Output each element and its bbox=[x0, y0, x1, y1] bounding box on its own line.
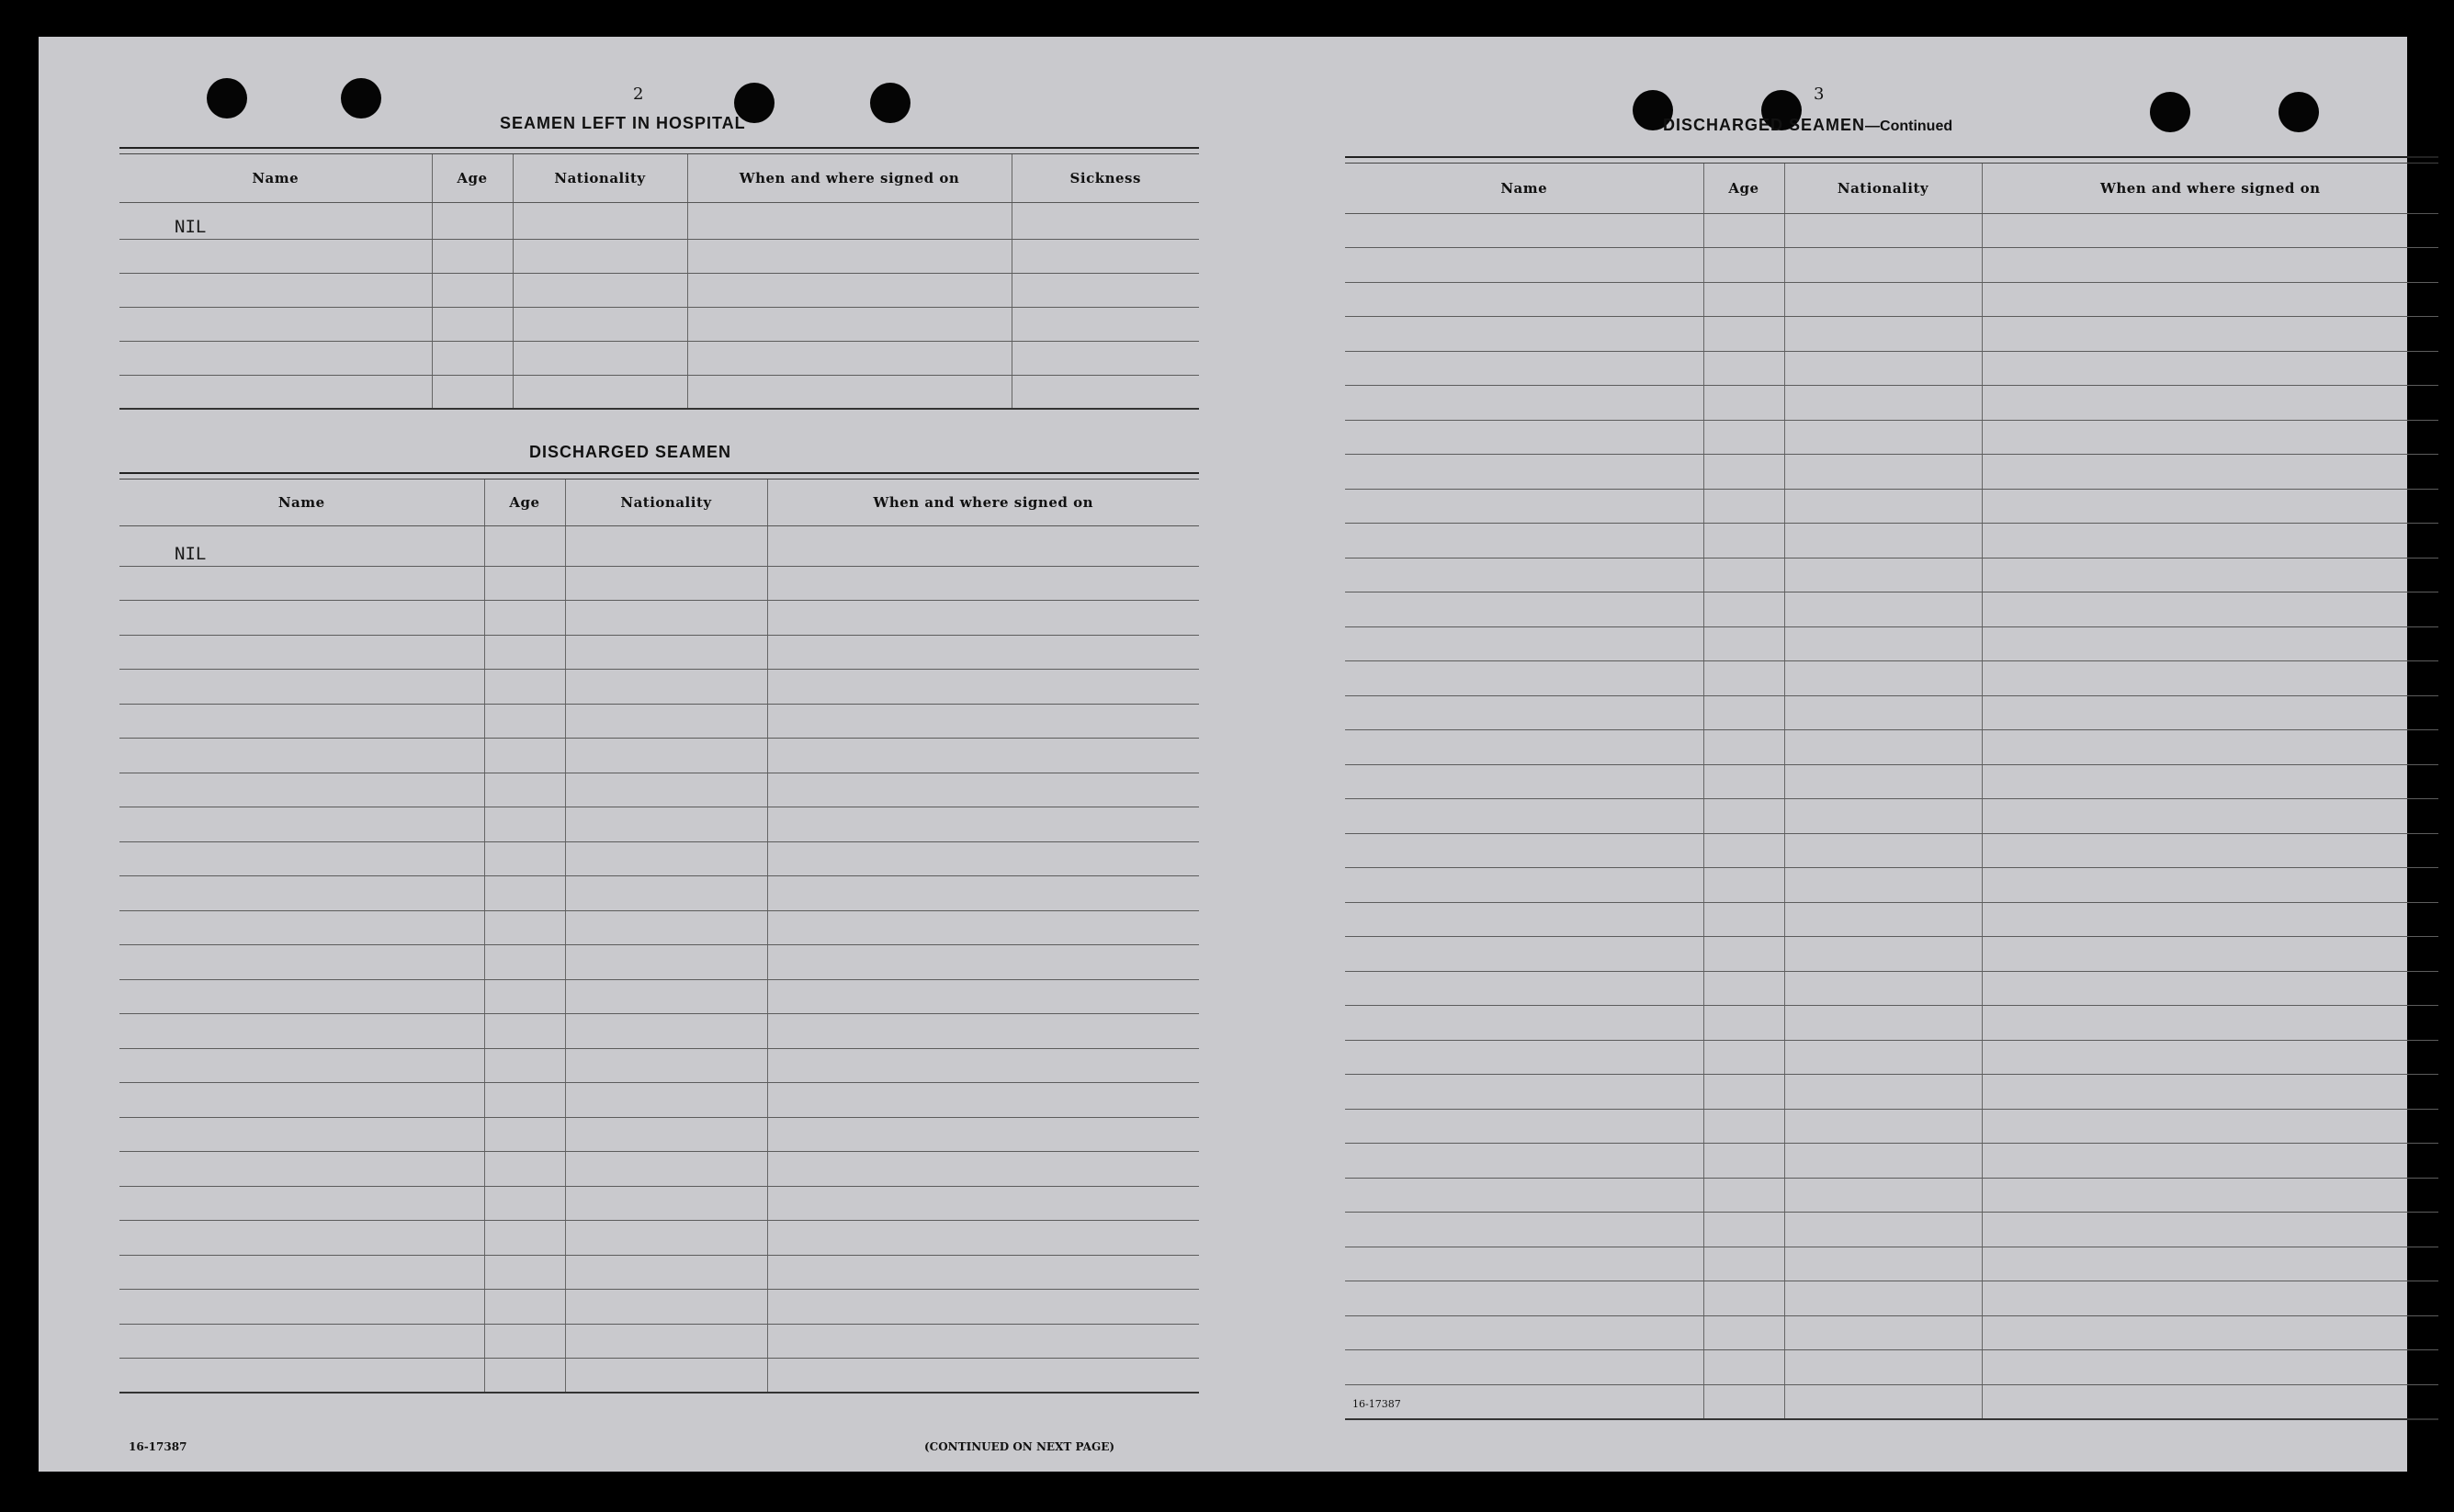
table-row bbox=[119, 1048, 1199, 1083]
column-header-age: Age bbox=[1703, 164, 1784, 213]
table-row bbox=[119, 1255, 1199, 1290]
table-row bbox=[119, 273, 1199, 307]
table-row bbox=[1345, 661, 2438, 696]
column-header-signed-on: When and where signed on bbox=[687, 154, 1012, 202]
entry-text: NIL bbox=[119, 525, 484, 566]
table-row bbox=[1345, 317, 2438, 352]
section-title-discharged-continued bbox=[1663, 116, 1952, 135]
column-header-name: Name bbox=[119, 154, 432, 202]
table-row bbox=[119, 739, 1199, 773]
table-row bbox=[1345, 1006, 2438, 1041]
table-row bbox=[1345, 248, 2438, 283]
table-row bbox=[1345, 489, 2438, 524]
column-header-nationality: Nationality bbox=[513, 154, 687, 202]
hospital-table bbox=[119, 154, 1199, 410]
table-row bbox=[1345, 764, 2438, 799]
table-row bbox=[1345, 524, 2438, 559]
table-row bbox=[1345, 1213, 2438, 1247]
table-row bbox=[119, 670, 1199, 705]
column-header-nationality: Nationality bbox=[1784, 164, 1982, 213]
table-row bbox=[119, 239, 1199, 273]
table-row bbox=[119, 979, 1199, 1014]
table-row bbox=[119, 1290, 1199, 1325]
column-header-age: Age bbox=[432, 154, 513, 202]
title-suffix: —Continued bbox=[1865, 118, 1953, 134]
table-row bbox=[119, 1324, 1199, 1359]
table-row bbox=[119, 1152, 1199, 1187]
table-row bbox=[1345, 626, 2438, 661]
section-title-discharged: DISCHARGED SEAMEN bbox=[529, 443, 732, 461]
table-row bbox=[119, 566, 1199, 601]
table-row bbox=[1345, 386, 2438, 421]
table-row bbox=[1345, 1144, 2438, 1179]
table-row bbox=[1345, 695, 2438, 730]
table-row bbox=[1345, 971, 2438, 1006]
table-row bbox=[1345, 558, 2438, 592]
double-rule bbox=[1345, 156, 2438, 164]
table-row bbox=[119, 1083, 1199, 1118]
table-row bbox=[119, 341, 1199, 375]
table-row bbox=[119, 841, 1199, 876]
double-rule bbox=[119, 147, 1199, 154]
discharged-table bbox=[119, 480, 1199, 1394]
table-row bbox=[119, 773, 1199, 807]
table-row bbox=[119, 1014, 1199, 1049]
table-row bbox=[119, 375, 1199, 409]
column-header-name: Name bbox=[1345, 164, 1703, 213]
table-row bbox=[1345, 1075, 2438, 1110]
punch-hole-icon bbox=[870, 83, 910, 123]
table-row bbox=[1345, 730, 2438, 765]
table-row bbox=[1345, 213, 2438, 248]
table-row bbox=[119, 635, 1199, 670]
column-header-nationality: Nationality bbox=[565, 480, 767, 525]
table-row bbox=[1345, 455, 2438, 490]
table-row bbox=[1345, 1281, 2438, 1316]
table-row bbox=[1345, 1247, 2438, 1281]
table-row bbox=[1345, 351, 2438, 386]
table-row bbox=[1345, 799, 2438, 834]
table-row bbox=[1345, 1109, 2438, 1144]
table-row bbox=[1345, 1350, 2438, 1385]
column-header-sickness: Sickness bbox=[1012, 154, 1199, 202]
table-row bbox=[1345, 1040, 2438, 1075]
table-row bbox=[119, 945, 1199, 980]
page-number: 3 bbox=[1814, 85, 1825, 104]
table-row bbox=[119, 1117, 1199, 1152]
table-row bbox=[119, 601, 1199, 636]
table-row bbox=[119, 525, 1199, 566]
column-header-signed-on: When and where signed on bbox=[767, 480, 1199, 525]
continued-note: (CONTINUED ON NEXT PAGE) bbox=[924, 1440, 1115, 1453]
table-row bbox=[119, 807, 1199, 842]
table-row bbox=[1345, 420, 2438, 455]
double-rule bbox=[119, 472, 1199, 480]
table-row bbox=[119, 1186, 1199, 1221]
table-row bbox=[1345, 937, 2438, 972]
punch-hole-icon bbox=[341, 78, 381, 118]
column-header-name: Name bbox=[119, 480, 484, 525]
form-number: 16-17387 bbox=[1352, 1398, 1401, 1410]
table-header-row bbox=[1345, 164, 2438, 213]
column-header-age: Age bbox=[484, 480, 565, 525]
form-number: 16-17387 bbox=[129, 1440, 187, 1453]
table-row bbox=[119, 202, 1199, 239]
table-row bbox=[119, 1221, 1199, 1256]
entry-text: NIL bbox=[119, 202, 432, 239]
title-main: DISCHARGED SEAMEN bbox=[1663, 116, 1866, 134]
page-number: 2 bbox=[633, 85, 644, 104]
table-row bbox=[119, 704, 1199, 739]
table-row bbox=[1345, 833, 2438, 868]
table-row bbox=[1345, 1384, 2438, 1419]
table-header-row bbox=[119, 480, 1199, 525]
table-row bbox=[1345, 1315, 2438, 1350]
section-title-hospital: SEAMEN LEFT IN HOSPITAL bbox=[500, 114, 746, 132]
table-row bbox=[1345, 1178, 2438, 1213]
table-row bbox=[1345, 282, 2438, 317]
document-sheet bbox=[39, 37, 2407, 1472]
punch-hole-icon bbox=[207, 78, 247, 118]
table-row bbox=[119, 910, 1199, 945]
table-header-row bbox=[119, 154, 1199, 202]
left-page bbox=[39, 37, 1242, 1472]
discharged-continued-table bbox=[1345, 164, 2438, 1420]
table-row bbox=[119, 307, 1199, 341]
punch-hole-icon bbox=[2279, 92, 2319, 132]
table-row bbox=[1345, 902, 2438, 937]
table-row bbox=[119, 1359, 1199, 1394]
table-row bbox=[1345, 868, 2438, 903]
right-page bbox=[1242, 37, 2407, 1472]
table-row bbox=[1345, 592, 2438, 627]
punch-hole-icon bbox=[2150, 92, 2190, 132]
column-header-signed-on: When and where signed on bbox=[1982, 164, 2438, 213]
table-row bbox=[119, 876, 1199, 911]
